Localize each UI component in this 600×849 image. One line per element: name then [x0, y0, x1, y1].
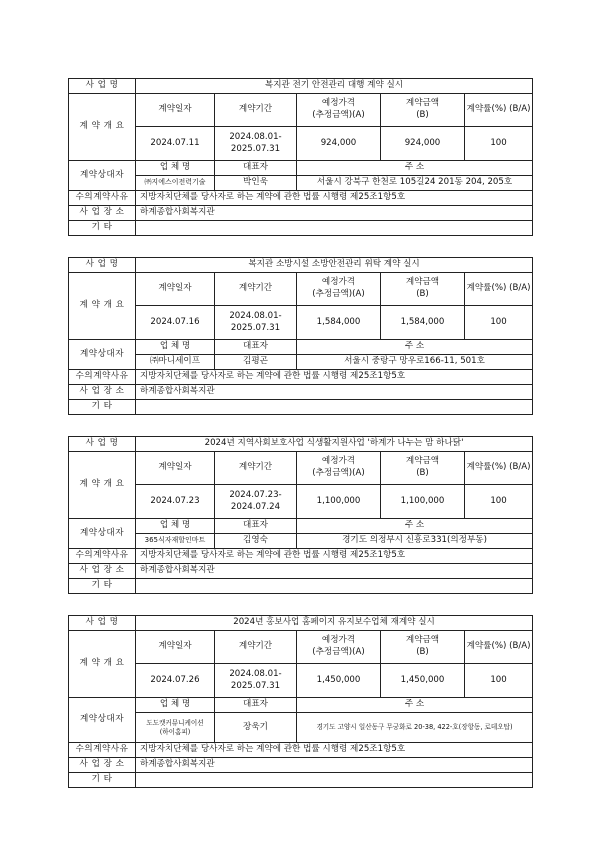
contract-table-3: [68, 436, 532, 594]
estimated-price-label: 예정가격 (추정금액)(A): [297, 273, 381, 306]
location-text: 하계종합사회복지관: [136, 564, 533, 579]
estimated-price: 924,000: [297, 127, 381, 161]
location-label: 사 업 장 소: [69, 385, 136, 400]
contract-rate: 100: [465, 127, 533, 161]
representative-label: 대표자: [215, 698, 297, 713]
contract-rate-label: 계약률(%) (B/A): [465, 631, 533, 664]
contract-overview-label: 계 약 개 요: [69, 631, 136, 698]
contract-overview-label: 계 약 개 요: [69, 273, 136, 340]
other-text: [136, 400, 533, 415]
contract-overview-label: 계 약 개 요: [69, 452, 136, 519]
location-label: 사 업 장 소: [69, 564, 136, 579]
contract-period-label: 계약기간: [215, 94, 297, 127]
contract-amount: 1,584,000: [381, 306, 465, 340]
contract-period: 2024.08.01- 2025.07.31: [215, 127, 297, 161]
company-name-label: 업 체 명: [136, 698, 215, 713]
contract-amount-label: 계약금액 (B): [381, 631, 465, 664]
other-label: 기 타: [69, 579, 136, 594]
reason-label: 수의계약사유: [69, 549, 136, 564]
contract-date: 2024.07.16: [136, 306, 215, 340]
estimated-price-label: 예정가격 (추정금액)(A): [297, 452, 381, 485]
contract-rate: 100: [465, 306, 533, 340]
representative-name: 장욱기: [215, 713, 297, 743]
location-text: 하계종합사회복지관: [136, 206, 533, 221]
address: 서울시 강북구 한천로 105길24 201동 204, 205호: [297, 176, 533, 191]
reason-text: 지방자치단체를 당사자로 하는 계약에 관한 법률 시행령 제25조1항5호: [136, 743, 533, 758]
representative-label: 대표자: [215, 340, 297, 355]
reason-text: 지방자치단체를 당사자로 하는 계약에 관한 법률 시행령 제25조1항5호: [136, 370, 533, 385]
representative-label: 대표자: [215, 519, 297, 534]
contract-date: 2024.07.11: [136, 127, 215, 161]
company-name: ㈜마니세이프: [136, 355, 215, 370]
contract-rate: 100: [465, 485, 533, 519]
contract-period-label: 계약기간: [215, 631, 297, 664]
business-title: 복지관 소방시설 소방안전관리 위탁 계약 실시: [136, 258, 533, 273]
company-name: 도도캣커뮤니케이션 (하이홈피): [136, 713, 215, 743]
contract-amount-label: 계약금액 (B): [381, 94, 465, 127]
reason-label: 수의계약사유: [69, 743, 136, 758]
contract-period: 2024.08.01- 2025.07.31: [215, 306, 297, 340]
reason-text: 지방자치단체를 당사자로 하는 계약에 관한 법률 시행령 제25조1항5호: [136, 191, 533, 206]
location-text: 하계종합사회복지관: [136, 385, 533, 400]
contract-date-label: 계약일자: [136, 631, 215, 664]
contract-rate-label: 계약률(%) (B/A): [465, 452, 533, 485]
estimated-price: 1,100,000: [297, 485, 381, 519]
representative-name: 김영숙: [215, 534, 297, 549]
company-name: 365식자재할인마트: [136, 534, 215, 549]
other-text: [136, 579, 533, 594]
representative-name: 박인욱: [215, 176, 297, 191]
contractor-label: 계약상대자: [69, 519, 136, 549]
contract-overview-label: 계 약 개 요: [69, 94, 136, 161]
address: 경기도 고양시 일산동구 무궁화로 20-38, 422-호(장항동, 로데오탑): [297, 713, 533, 743]
contract-amount-label: 계약금액 (B): [381, 452, 465, 485]
business-name-label: 사 업 명: [69, 258, 136, 273]
company-name-label: 업 체 명: [136, 161, 215, 176]
location-text: 하계종합사회복지관: [136, 758, 533, 773]
business-title: 2024년 지역사회보호사업 식생활지원사업 '하계가 나누는 맘 하나닭': [136, 437, 533, 452]
contract-date: 2024.07.23: [136, 485, 215, 519]
other-label: 기 타: [69, 400, 136, 415]
business-name-label: 사 업 명: [69, 616, 136, 631]
contract-amount: 924,000: [381, 127, 465, 161]
contract-rate: 100: [465, 664, 533, 698]
contract-rate-label: 계약률(%) (B/A): [465, 273, 533, 306]
representative-name: 김평곤: [215, 355, 297, 370]
estimated-price-label: 예정가격 (추정금액)(A): [297, 631, 381, 664]
estimated-price-label: 예정가격 (추정금액)(A): [297, 94, 381, 127]
contract-date: 2024.07.26: [136, 664, 215, 698]
business-title: 2024년 홍보사업 홈페이지 유지보수업체 재계약 실시: [136, 616, 533, 631]
location-label: 사 업 장 소: [69, 206, 136, 221]
address: 서울시 중랑구 망우로166-11, 501호: [297, 355, 533, 370]
contractor-label: 계약상대자: [69, 161, 136, 191]
contract-amount: 1,100,000: [381, 485, 465, 519]
company-name: ㈜지에스이전력기술: [136, 176, 215, 191]
other-label: 기 타: [69, 773, 136, 788]
location-label: 사 업 장 소: [69, 758, 136, 773]
contract-table-1: [68, 78, 532, 236]
address-label: 주 소: [297, 698, 533, 713]
representative-label: 대표자: [215, 161, 297, 176]
contract-period: 2024.07.23- 2024.07.24: [215, 485, 297, 519]
contract-date-label: 계약일자: [136, 452, 215, 485]
reason-label: 수의계약사유: [69, 370, 136, 385]
address-label: 주 소: [297, 161, 533, 176]
contract-table-4: [68, 615, 532, 788]
reason-text: 지방자치단체를 당사자로 하는 계약에 관한 법률 시행령 제25조1항5호: [136, 549, 533, 564]
contract-period-label: 계약기간: [215, 273, 297, 306]
address-label: 주 소: [297, 519, 533, 534]
contract-table-2: [68, 257, 532, 415]
contract-date-label: 계약일자: [136, 273, 215, 306]
business-name-label: 사 업 명: [69, 79, 136, 94]
contract-period-label: 계약기간: [215, 452, 297, 485]
other-text: [136, 221, 533, 236]
estimated-price: 1,450,000: [297, 664, 381, 698]
other-text: [136, 773, 533, 788]
contract-period: 2024.08.01- 2025.07.31: [215, 664, 297, 698]
contractor-label: 계약상대자: [69, 698, 136, 743]
contractor-label: 계약상대자: [69, 340, 136, 370]
contract-rate-label: 계약률(%) (B/A): [465, 94, 533, 127]
company-name-label: 업 체 명: [136, 519, 215, 534]
address-label: 주 소: [297, 340, 533, 355]
business-name-label: 사 업 명: [69, 437, 136, 452]
other-label: 기 타: [69, 221, 136, 236]
reason-label: 수의계약사유: [69, 191, 136, 206]
company-name-label: 업 체 명: [136, 340, 215, 355]
contract-amount-label: 계약금액 (B): [381, 273, 465, 306]
estimated-price: 1,584,000: [297, 306, 381, 340]
contract-amount: 1,450,000: [381, 664, 465, 698]
contract-date-label: 계약일자: [136, 94, 215, 127]
business-title: 복지관 전기 안전관리 대행 계약 실시: [136, 79, 533, 94]
address: 경기도 의정부시 신흥로331(의정부동): [297, 534, 533, 549]
